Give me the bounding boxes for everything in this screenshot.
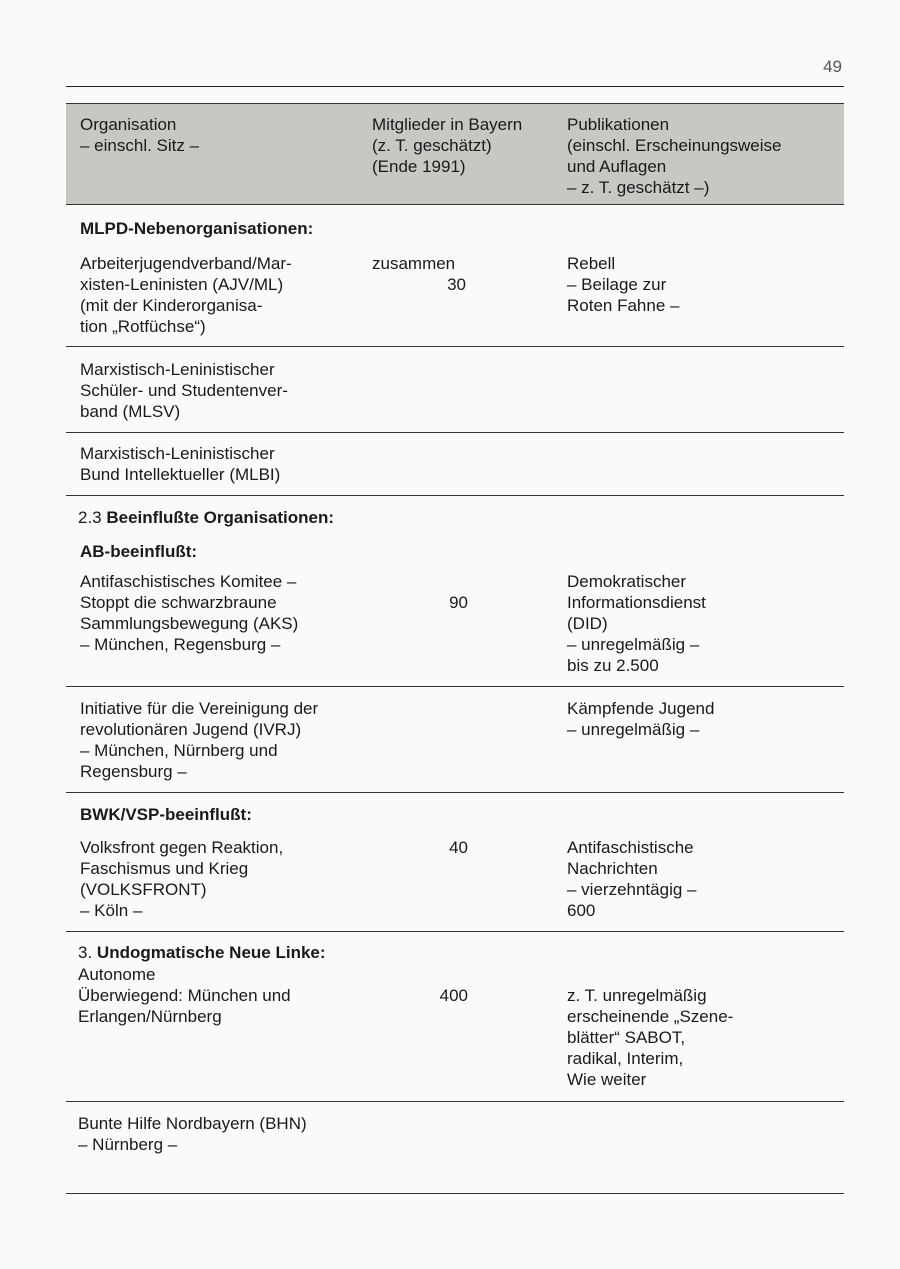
text-line: Erlangen/Nürnberg: [78, 1007, 222, 1026]
header-members: [372, 114, 562, 177]
row-divider: [66, 432, 844, 433]
text-line: revolutionären Jugend (IVRJ): [80, 720, 302, 739]
header-line: (Ende 1991): [372, 157, 466, 176]
section-number: 3.: [78, 943, 93, 962]
row-0-publications: [567, 253, 837, 316]
text-line: Informationsdienst: [567, 593, 706, 612]
row-divider: [66, 495, 844, 496]
row-divider: [66, 346, 844, 347]
text-line: – München, Nürnberg und: [80, 741, 278, 760]
header-line: Organisation: [80, 115, 177, 134]
text-line: tion „Rotfüchse“): [80, 317, 206, 336]
text-line: band (MLSV): [80, 402, 181, 421]
text-line: Regensburg –: [80, 762, 187, 781]
text-line: Bund Intellektueller (MLBI): [80, 465, 281, 484]
row-4-organisation: [80, 698, 370, 782]
text-line: Kämpfende Jugend: [567, 699, 715, 718]
text-line: – unregelmäßig –: [567, 720, 700, 739]
row-3-publications: [567, 571, 837, 676]
section-heading-mlpd: MLPD-Nebenorganisationen:: [80, 219, 314, 238]
row-divider: [66, 1101, 844, 1102]
text-line: Marxistisch-Leninistischer: [80, 360, 275, 379]
text-line: – vierzehntägig –: [567, 880, 697, 899]
row-6-organisation: [78, 964, 368, 1027]
text-line: 30: [447, 275, 466, 294]
header-line: Publikationen: [567, 115, 670, 134]
header-line: (einschl. Erscheinungsweise: [567, 136, 782, 155]
text-line: Arbeiterjugendverband/Mar-: [80, 254, 292, 273]
text-line: Überwiegend: München und: [78, 986, 291, 1005]
row-0-members: [372, 253, 468, 295]
text-line: bis zu 2.500: [567, 656, 659, 675]
text-line: erscheinende „Szene-: [567, 1007, 734, 1026]
text-line: 90: [449, 593, 468, 612]
text-line: (VOLKSFRONT): [80, 880, 207, 899]
table-header: [66, 103, 844, 205]
row-4-publications: [567, 698, 837, 740]
section-heading-bwk: BWK/VSP-beeinflußt:: [80, 805, 252, 824]
text-line: – Köln –: [80, 901, 143, 920]
text-line: Nachrichten: [567, 859, 658, 878]
text-line: Schüler- und Studentenver-: [80, 381, 288, 400]
row-7-organisation: [78, 1113, 368, 1155]
header-organisation: [80, 114, 370, 156]
text-line: Bunte Hilfe Nordbayern (BHN): [78, 1114, 307, 1133]
text-line: (mit der Kinderorganisa-: [80, 296, 263, 315]
header-line: (z. T. geschätzt): [372, 136, 492, 155]
text-line: Initiative für die Vereinigung der: [80, 699, 319, 718]
text-line: 40: [449, 838, 468, 857]
section-title: Beeinflußte Organisationen:: [106, 508, 335, 527]
text-line: Antifaschistische: [567, 838, 694, 857]
text-line: Demokratischer: [567, 572, 687, 591]
text-line: zusammen: [372, 254, 456, 273]
text-line: Roten Fahne –: [567, 296, 680, 315]
header-publications: [567, 114, 837, 198]
text-line: 600: [567, 901, 596, 920]
text-line: 400: [439, 986, 468, 1005]
row-1-organisation: [80, 359, 370, 422]
page-number: 49: [823, 57, 842, 76]
text-line: Rebell: [567, 254, 616, 273]
row-0-organisation: [80, 253, 370, 337]
text-line: – Beilage zur: [567, 275, 667, 294]
text-line: – München, Regensburg –: [80, 635, 281, 654]
section-heading-3: [78, 943, 326, 963]
row-6-publications: [567, 985, 837, 1090]
bottom-rule: [66, 1193, 844, 1194]
text-line: (DID): [567, 614, 608, 633]
text-line: Autonome: [78, 965, 156, 984]
text-line: Marxistisch-Leninistischer: [80, 444, 275, 463]
text-line: Faschismus und Krieg: [80, 859, 249, 878]
text-line: Volksfront gegen Reaktion,: [80, 838, 284, 857]
header-line: und Auflagen: [567, 157, 667, 176]
section-title: Undogmatische Neue Linke:: [96, 943, 326, 962]
row-3-organisation: [80, 571, 370, 655]
section-heading-2-3: [78, 508, 334, 528]
top-rule: [66, 86, 844, 87]
text-line: – unregelmäßig –: [567, 635, 700, 654]
section-heading-ab: AB-beeinflußt:: [80, 542, 198, 561]
row-divider: [66, 792, 844, 793]
header-line: – einschl. Sitz –: [80, 136, 200, 155]
row-divider: [66, 686, 844, 687]
text-line: Sammlungsbewegung (AKS): [80, 614, 299, 633]
row-divider: [66, 931, 844, 932]
row-5-members: [372, 837, 468, 858]
text-line: z. T. unregelmäßig: [567, 986, 707, 1005]
header-line: Mitglieder in Bayern: [372, 115, 523, 134]
row-5-publications: [567, 837, 837, 921]
row-5-organisation: [80, 837, 370, 921]
text-line: Antifaschistisches Komitee –: [80, 572, 297, 591]
text-line: Stoppt die schwarzbraune: [80, 593, 277, 612]
text-line: – Nürnberg –: [78, 1135, 178, 1154]
section-number: 2.3: [78, 508, 102, 527]
text-line: radikal, Interim,: [567, 1049, 684, 1068]
row-2-organisation: [80, 443, 370, 485]
row-3-members: [372, 592, 468, 613]
text-line: blätter“ SABOT,: [567, 1028, 686, 1047]
header-line: – z. T. geschätzt –): [567, 178, 710, 197]
text-line: xisten-Leninisten (AJV/ML): [80, 275, 284, 294]
row-6-members: [372, 985, 468, 1006]
text-line: Wie weiter: [567, 1070, 647, 1089]
